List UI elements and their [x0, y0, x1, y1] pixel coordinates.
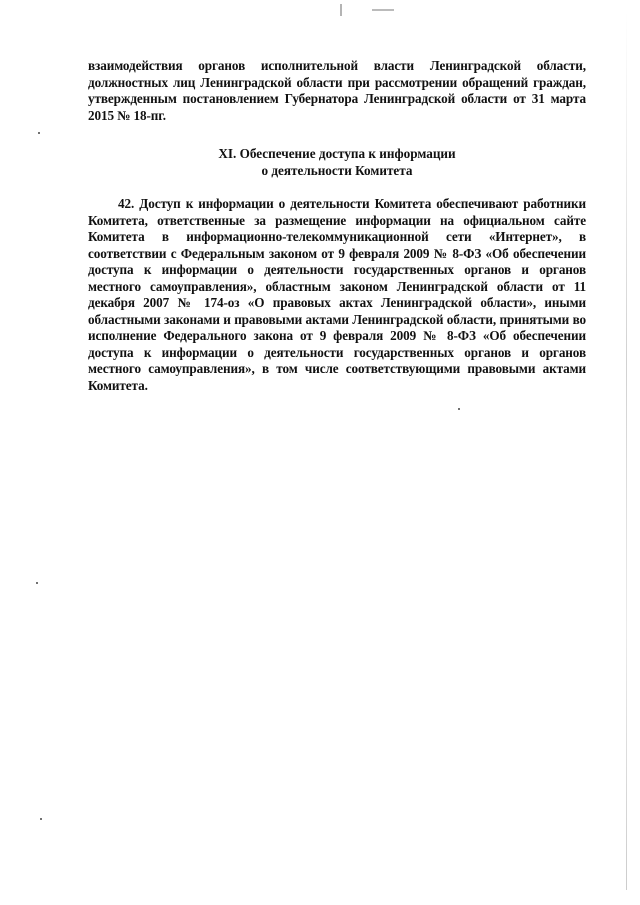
paragraph-line: местного самоуправления», областным законом Ленинградской области от 11 [88, 278, 586, 294]
paragraph-line: декабря 2007 № 174-оз «О правовых актах Ленинградской области», иными [88, 295, 586, 310]
section-heading-line2: о деятельности Комитета [261, 162, 413, 178]
scan-speck [36, 582, 38, 584]
paragraph-line: доступа к информации о деятельности государственных органов и органов [88, 262, 586, 277]
scan-edge [626, 10, 627, 890]
section-heading-line1: XI. Обеспечение доступа к информации [218, 146, 456, 161]
paragraph-line: 42. Доступ к информации о деятельности Комитета обеспечивают работники [118, 196, 586, 211]
paragraph-line: доступа к информации о деятельности государственных органов и органов [88, 344, 586, 360]
scan-speck [40, 818, 42, 820]
scan-artifact [340, 4, 342, 16]
paragraph-line: местного самоуправления», в том числе соответствующими правовыми актами [88, 361, 586, 376]
intro-line: утвержденным постановлением Губернатора Ленинградской области от 31 марта [88, 91, 586, 106]
paragraph-42 [88, 196, 586, 394]
paragraph-line: Комитета в информационно-телекоммуникационной сети «Интернет», в [88, 229, 586, 244]
intro-line: 2015 № 18-пг. [88, 107, 166, 123]
paragraph-line: областными законами и правовыми актами Ленинградской области, принятыми во [88, 311, 586, 327]
intro-line: должностных лиц Ленинградской области при рассмотрении обращений граждан, [88, 74, 586, 90]
scan-speck [458, 408, 460, 410]
paragraph-line: Комитета, ответственные за размещение информации на официальном сайте [88, 212, 586, 228]
scan-artifact [372, 9, 394, 11]
intro-paragraph [88, 58, 586, 124]
paragraph-line: Комитета. [88, 377, 148, 393]
scan-speck [38, 132, 40, 134]
paragraph-line: исполнение Федерального закона от 9 февраля 2009 № 8-ФЗ «Об обеспечении [88, 328, 586, 343]
section-heading [88, 146, 586, 179]
paragraph-line: соответствии с Федеральным законом от 9 февраля 2009 № 8-ФЗ «Об обеспечении [88, 245, 586, 261]
intro-line: взаимодействия органов исполнительной власти Ленинградской области, [88, 58, 586, 73]
